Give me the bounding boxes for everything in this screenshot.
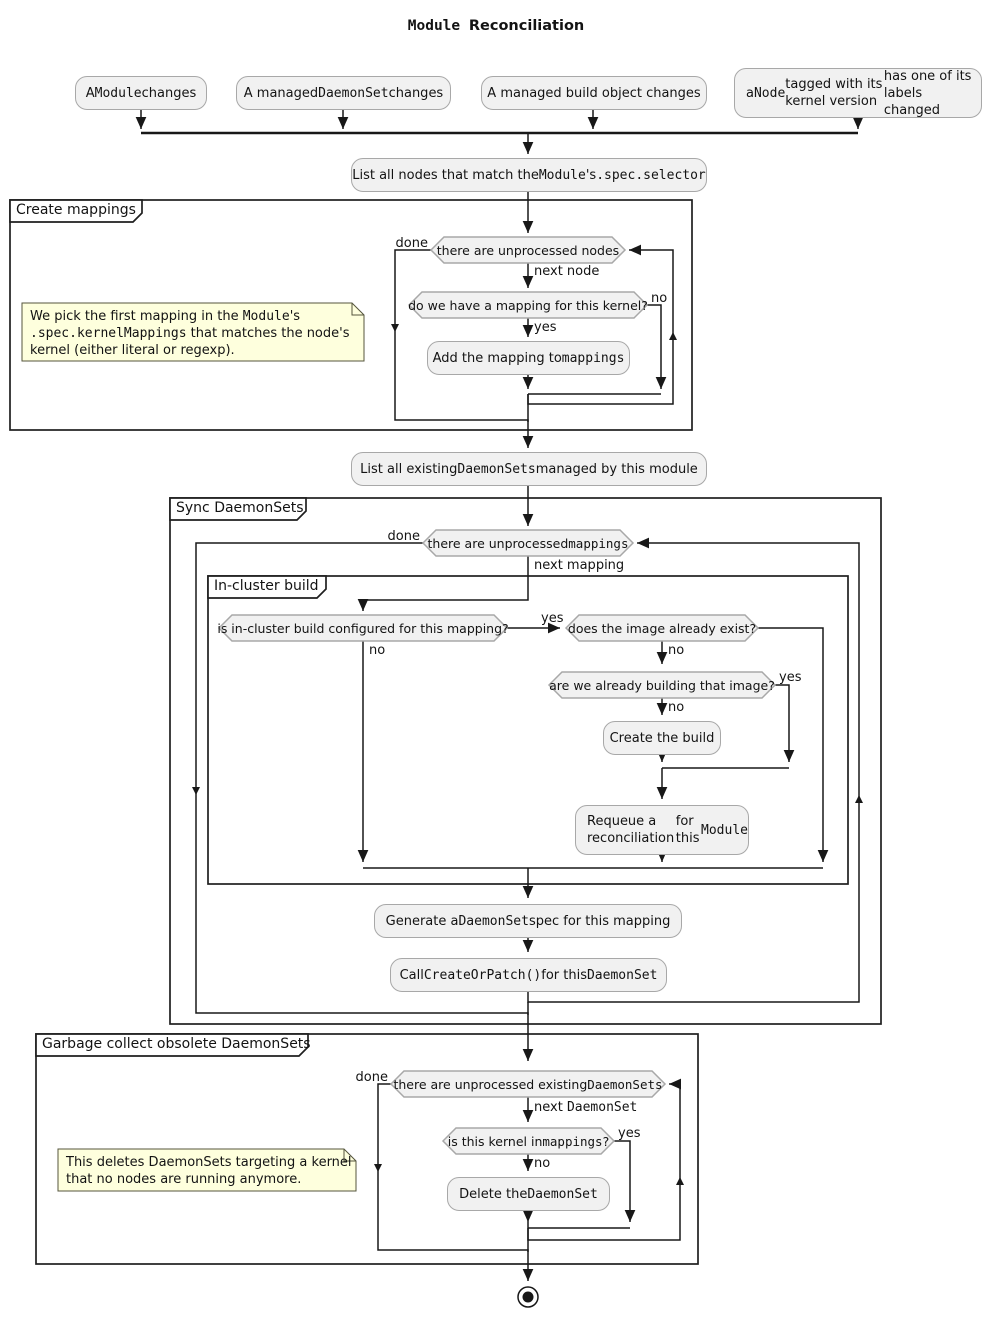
edge-label-kernel-no: no <box>534 1156 551 1171</box>
edge-label-incluster-yes: yes <box>541 611 564 626</box>
activity-add-mapping: Add the mapping to mappings <box>427 341 630 375</box>
decision-have-mapping: do we have a mapping for this kernel? <box>408 297 648 313</box>
edge-label-building-yes: yes <box>779 670 802 685</box>
start-node-label-changed: a Node tagged with its kernel version has one of its labels changed <box>734 68 982 118</box>
edge-label-next-node: next node <box>534 264 600 279</box>
partition-title-incluster-build: In-cluster build <box>214 578 319 594</box>
edge-label-mapping-no: no <box>651 291 668 306</box>
activity-list-existing-daemonsets: List all existing DaemonSets managed by this module <box>351 452 707 486</box>
edge-label-mappings-done: done <box>387 529 420 544</box>
edge-label-next-daemonset: next DaemonSet <box>534 1100 638 1115</box>
partition-title-create-mappings: Create mappings <box>16 202 136 218</box>
edge-label-image-no: no <box>668 643 685 658</box>
diagram-title: Module Reconciliation <box>407 18 585 34</box>
decision-incluster-configured: is in-cluster build configured for this mapping? <box>217 620 509 636</box>
decision-image-exists: does the image already exist? <box>567 620 757 636</box>
edge-label-incluster-no: no <box>369 643 386 658</box>
edge-label-kernel-yes: yes <box>618 1126 641 1141</box>
edge-label-daemonsets-done: done <box>355 1070 388 1085</box>
decision-already-building: are we already building that image? <box>549 677 775 693</box>
start-daemonset-changes: A managed DaemonSet changes <box>236 76 451 110</box>
activity-call-createorpatch: Call CreateOrPatch() for this DaemonSet <box>390 958 667 992</box>
decision-unprocessed-nodes: there are unprocessed nodes <box>436 242 620 258</box>
partition-title-garbage-collect: Garbage collect obsolete DaemonSets <box>42 1036 311 1052</box>
edge-label-next-mapping: next mapping <box>534 558 625 573</box>
activity-generate-daemonset-spec: Generate a DaemonSet spec for this mapping <box>374 904 682 938</box>
start-build-object-changes: A managed build object changes <box>481 76 707 110</box>
note-delete-daemonsets: This deletes DaemonSets targeting a kernel that no nodes are running anymore. <box>66 1155 352 1187</box>
partition-title-sync-daemonsets: Sync DaemonSets <box>176 500 304 516</box>
decision-unprocessed-mappings: there are unprocessed mappings <box>427 535 629 551</box>
activity-requeue-reconciliation: Requeue a reconciliation for this Module <box>575 805 749 855</box>
activity-delete-daemonset: Delete the DaemonSet <box>447 1177 610 1211</box>
activity-list-nodes: List all nodes that match the Module 's .spec.selector <box>351 158 707 192</box>
decision-unprocessed-daemonsets: there are unprocessed existing DaemonSets <box>393 1076 663 1092</box>
activity-create-build: Create the build <box>603 721 721 755</box>
note-pick-mapping: We pick the first mapping in the Module's .spec.kernelMappings that matches the node's kernel (either literal or regexp). <box>30 309 350 358</box>
edge-label-nodes-done: done <box>395 236 428 251</box>
edge-label-mapping-yes: yes <box>534 320 557 335</box>
start-module-changes: A Module changes <box>75 76 207 110</box>
decision-kernel-in-mappings: is this kernel in mappings ? <box>447 1133 610 1149</box>
edge-label-building-no: no <box>668 700 685 715</box>
